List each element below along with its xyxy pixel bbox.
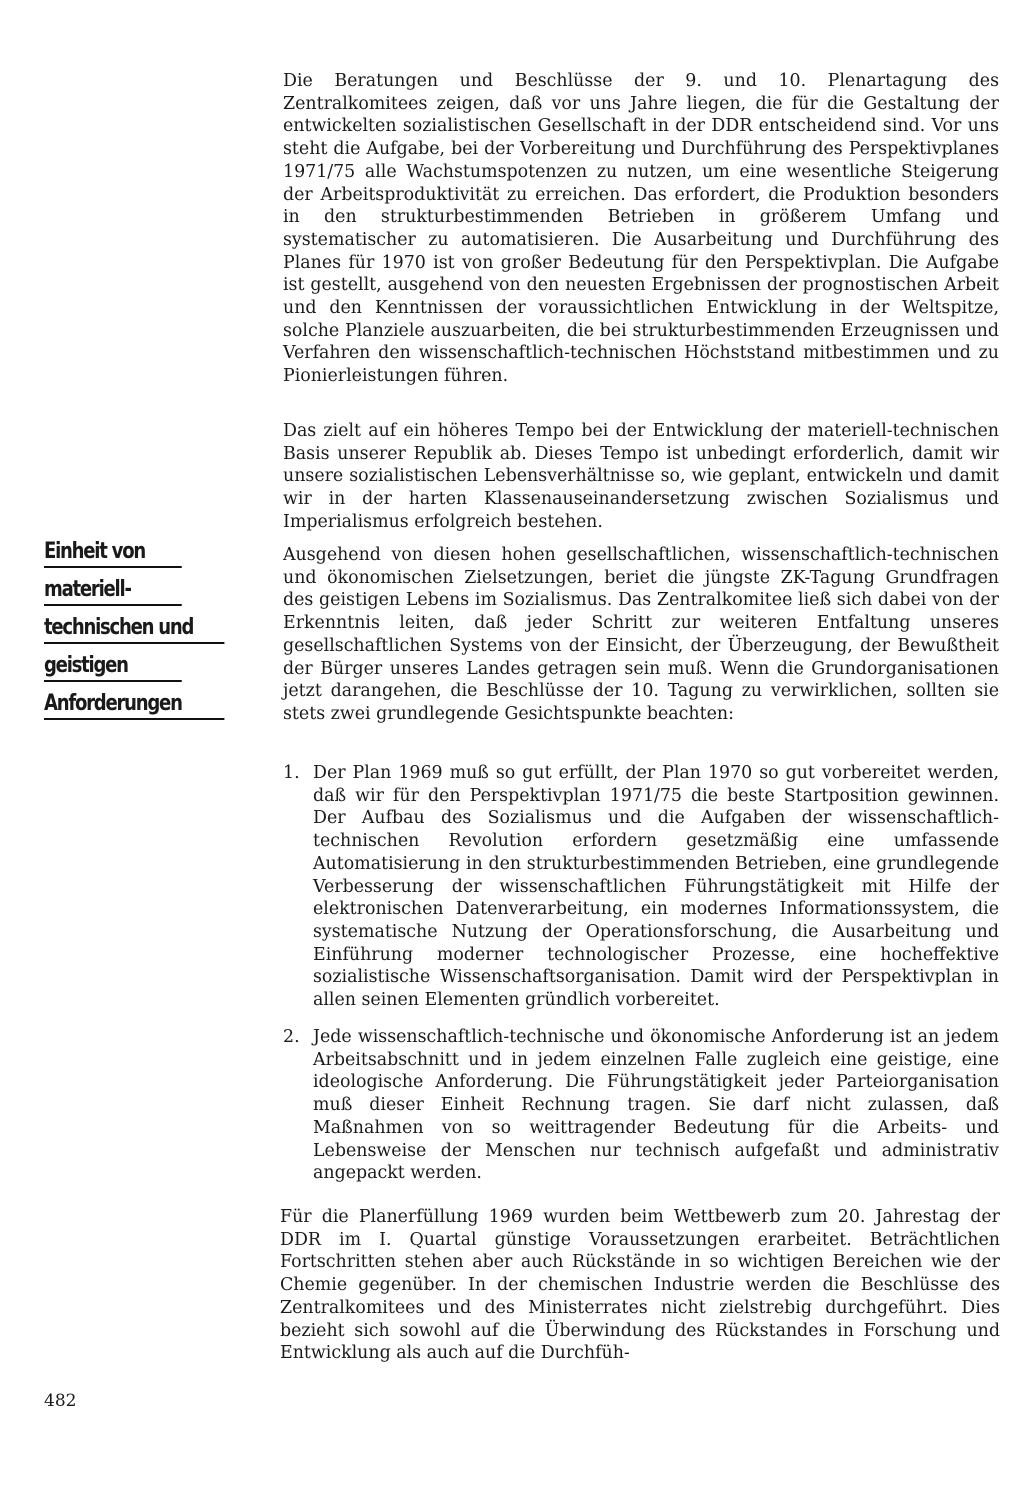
list-item-text: Jede wissenschaftlich-technische und ökonomische Anforderung ist an jedem Arbeitsabschnitt und in jedem einzelnen Falle zugleich eine geistige, eine ideologische Anforderung. Die Führungstätigkeit jeder Parteiorganisation muß dieser Einheit Rechnung tragen. Sie darf nicht zulassen, daß Maßnahmen von so weittragender Bedeutung für die Arbeits- und Lebensweise der Menschen nur technisch aufgefaßt und administrativ angepackt werden. [313, 1027, 999, 1184]
margin-heading-line: materiell- [44, 576, 182, 606]
list-item [283, 762, 999, 1012]
paragraph: Für die Planerfüllung 1969 wurden beim Wettbewerb zum 20. Jahrestag der DDR im I. Quartal günstige Voraussetzungen erarbeitet. Beträchtlichen Fortschritten stehen aber auch Rückstände in so wichtigen Bereichen wie der Chemie gegenüber. In der chemischen Industrie werden die Beschlüsse des Zentralkomitees und des Ministerrates nicht zielstrebig durchgeführt. Dies bezieht sich sowohl auf die Überwindung des Rückstandes in Forschung und Entwicklung als auch auf die Durchfüh- [280, 1207, 1000, 1364]
margin-heading-line: Anforderungen [44, 690, 224, 720]
paragraph: Die Beratungen und Beschlüsse der 9. und 10. Plenartagung des Zentralkomitees zeigen, daß vor uns Jahre liegen, die für die Gestaltung der entwickelten sozialistischen Gesellschaft in der DDR entscheidend sind. Vor uns steht die Aufgabe, bei der Vorbereitung und Durchführung des Perspektivplanes 1971/75 alle Wachstumspotenzen zu nutzen, um eine wesentliche Steigerung der Arbeitsproduktivität zu erreichen. Das erfordert, die Produktion besonders in den strukturbestimmenden Betrieben in größerem Umfang und systematischer zu automatisieren. Die Ausarbeitung und Durchführung des Planes für 1970 ist von großer Bedeutung für den Perspektivplan. Die Aufgabe ist gestellt, ausgehend von den neuesten Ergebnissen der prognostischen Arbeit und den Kenntnissen der voraussichtlichen Entwicklung in der Weltspitze, solche Planziele auszuarbeiten, die bei strukturbestimmenden Erzeugnissen und Verfahren den wissenschaftlich-technischen Höchststand mitbestimmen und zu Pionierleistungen führen. [283, 71, 999, 387]
list-item-number: 1. [283, 763, 300, 783]
list-item-text: Der Plan 1969 muß so gut erfüllt, der Plan 1970 so gut vorbereitet werden, daß wir für den Perspektivplan 1971/75 die beste Startposition gewinnen. Der Aufbau des Sozialismus und die Aufgaben der wissenschaftlich-technischen Revolution erfordern gesetzmäßig eine umfassende Automatisierung in den strukturbestimmenden Betrieben, eine grundlegende Verbesserung der wissenschaftlichen Führungstätigkeit mit Hilfe der elektronischen Datenverarbeitung, ein modernes Informationssystem, die systematische Nutzung der Operationsforschung, die Ausarbeitung und Einführung moderner technologischer Prozesse, eine hocheffektive sozialistische Wissenschaftsorganisation. Damit wird der Perspektivplan in allen seinen Elementen gründlich vorbereitet. [313, 763, 999, 1011]
paragraph: Das zielt auf ein höheres Tempo bei der Entwicklung der materiell-technischen Basis unserer Republik ab. Dieses Tempo ist unbedingt erforderlich, damit wir unsere sozialistischen Lebensverhältnisse so, wie geplant, entwickeln und damit wir in der harten Klassenauseinandersetzung zwischen Sozialismus und Imperialismus erfolgreich bestehen. [283, 421, 999, 532]
margin-heading [44, 538, 226, 728]
margin-heading-line: geistigen [44, 652, 182, 682]
paragraph: Ausgehend von diesen hohen gesellschaftlichen, wissenschaftlich-technischen und ökonomischen Zielsetzungen, beriet die jüngste ZK-Tagung Grundfragen des geistigen Lebens im Sozialismus. Das Zentralkomitee ließ sich dabei von der Erkenntnis leiten, daß jeder Schritt zur weiteren Entfaltung unseres gesellschaftlichen Systems von der Einsicht, der Überzeugung, der Bewußtheit der Bürger unseres Landes getragen sein muß. Wenn die Grundorganisationen jetzt darangehen, die Beschlüsse der 10. Tagung zu verwirklichen, sollten sie stets zwei grundlegende Gesichtspunkte beachten: [283, 545, 999, 724]
list-item [283, 1026, 999, 1185]
margin-heading-line: Einheit von [44, 538, 182, 568]
list-item-number: 2. [283, 1027, 300, 1047]
margin-heading-line: technischen und [44, 614, 224, 644]
page-number: 482 [44, 1391, 77, 1411]
